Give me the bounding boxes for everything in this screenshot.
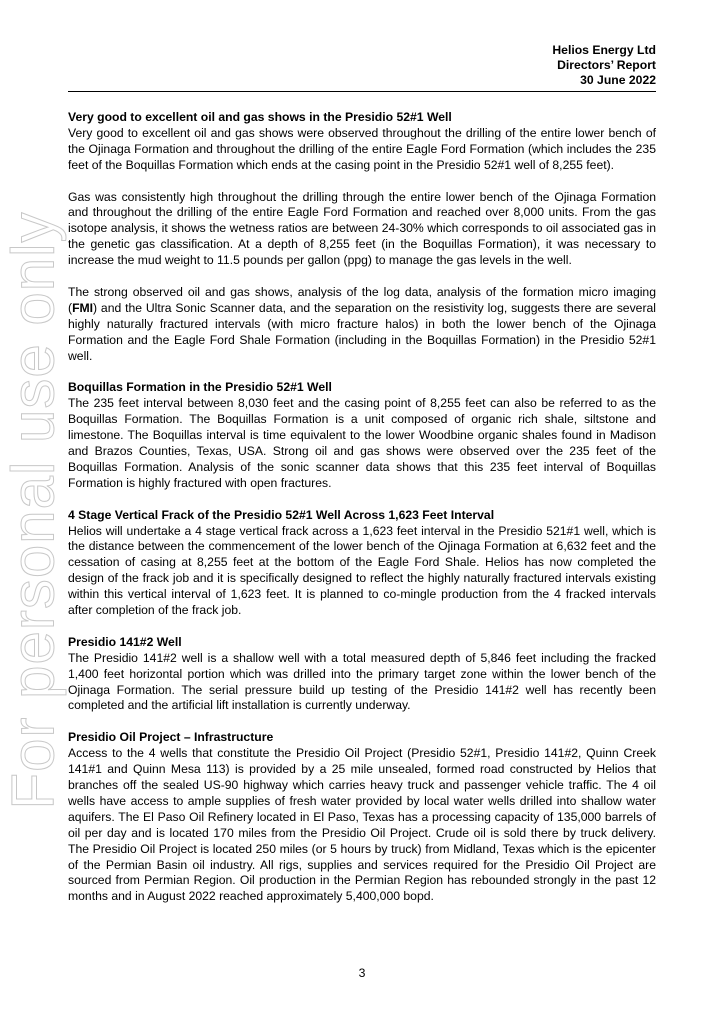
fmi-abbreviation: FMI [72,300,94,315]
report-header [552,43,656,88]
paragraph-text: ) and the Ultra Sonic Scanner data, and the separation on the resistivity log, suggests there are several highly naturally fractured intervals (with micro fracture halos) in both the lower bench of the Ojinaga Formation and the Eagle Ford Shale Formation (including in the Boquillas Formation) in the Presidio 52#1 well. [68,300,656,363]
page-number: 3 [358,966,366,980]
paragraph: Very good to excellent oil and gas shows were observed throughout the drilling of the entire lower bench of the Ojinaga Formation and throughout the drilling of the entire Eagle Ford Formation (which includes the 235 feet of the Boquillas Formation which ends at the casing point in the Presidio 52#1 well of 8,255 feet). [68,125,656,172]
section-title-infrastructure: Presidio Oil Project – Infrastructure [68,730,274,745]
paragraph: The 235 feet interval between 8,030 feet and the casing point of 8,255 feet can also be referred to as the Boquillas Formation. The Boquillas Formation is a unit composed of organic rich shale, siltstone and limestone. The Boquillas interval is time equivalent to the lower Woodbine organic shales found in Madison and Brazos Counties, Texas, USA. Strong oil and gas shows were observed over the 235 feet of the Boquillas Formation. Analysis of the sonic scanner data shows that this 235 feet interval of Boquillas Formation is highly fractured with open fractures. [68,396,656,490]
paragraph: Access to the 4 wells that constitute the Presidio Oil Project (Presidio 52#1, Presidio 141#2, Quinn Creek 141#1 and Quinn Mesa 113) is provided by a 25 mile unsealed, formed road constructed by Helios that branches off the sealed US-90 highway which carries heavy truck and passenger vehicle traffic. The 4 oil wells have access to ample supplies of fresh water provided by local water wells drilled into shallow water aquifers. The El Paso Oil Refinery located in El Paso, Texas has a processing capacity of 135,000 barrels of oil per day and is located 170 miles from the Presidio Oil Project. Crude oil is sold there by truck delivery. The Presidio Oil Project is located 250 miles (or 5 hours by truck) from Midland, Texas which is the epicenter of the Permian Basin oil industry. All rigs, supplies and services required for the Presidio Oil Project are sourced from Permian Region. Oil production in the Permian Region has rebounded strongly in the past 12 months and in August 2022 reached approximately 5,400,000 bopd. [68,746,656,904]
section-title-frack: 4 Stage Vertical Frack of the Presidio 52#1 Well Across 1,623 Feet Interval [68,507,495,522]
document-body [68,110,656,921]
paragraph-text: The strong observed oil and gas shows, analysis of the log data, analysis of the formation micro imaging ( [68,284,656,315]
report-date: 30 June 2022 [580,73,656,87]
paragraph: Gas was consistently high throughout the drilling through the entire lower bench of the Ojinaga Formation and throughout the drilling of the entire Eagle Ford Formation and reached over 8,000 units. From the gas isotope analysis, it shows the wetness ratios are between 24-30% which corresponds to oil associated gas in the genetic gas classification. At a depth of 8,255 feet (in the Boquillas Formation), it was necessary to increase the mud weight to 11.5 pounds per gallon (ppg) to manage the gas levels in the well. [68,189,656,268]
section-title-shows: Very good to excellent oil and gas shows in the Presidio 52#1 Well [68,110,452,124]
company-name: Helios Energy Ltd [552,43,656,57]
paragraph [68,285,656,365]
watermark-text: For personal use only [0,211,67,809]
report-title: Directors’ Report [557,58,656,72]
section-title-presidio-141: Presidio 141#2 Well [68,634,182,649]
section-title-boquillas: Boquillas Formation in the Presidio 52#1 Well [68,380,332,395]
watermark [0,160,67,860]
paragraph: The Presidio 141#2 well is a shallow well with a total measured depth of 5,846 feet including the fracked 1,400 feet horizontal portion which was drilled into the primary target zone within the lower bench of the Ojinaga Formation. The serial pressure build up testing of the Presidio 141#2 well has recently been completed and the artificial lift installation is currently underway. [68,650,656,713]
header-divider [68,91,656,92]
paragraph: Helios will undertake a 4 stage vertical frack across a 1,623 feet interval in the Presidio 521#1 well, which is the distance between the commencement of the lower bench of the Ojinaga Formation at 6,632 feet and the cessation of casing at 8,255 feet at the bottom of the Eagle Ford Shale. Helios has now completed the design of the frack job and it is specifically designed to reflect the highly naturally fractured intervals existing within this vertical interval of 1,623 feet. It is planned to co-mingle production from the 4 fracked intervals after completion of the frack job. [68,523,656,618]
